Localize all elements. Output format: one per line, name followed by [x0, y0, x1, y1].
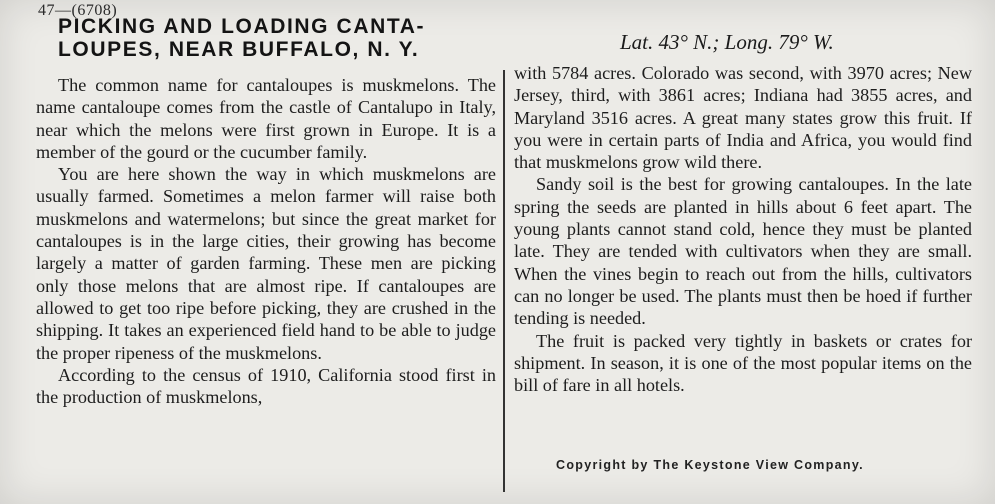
- copyright-notice: Copyright by The Keystone View Company.: [556, 458, 864, 472]
- card-title-line-2: LOUPES, NEAR BUFFALO, N. Y.: [58, 38, 420, 61]
- latitude-longitude: Lat. 43° N.; Long. 79° W.: [620, 30, 834, 54]
- left-text-column: [36, 74, 496, 408]
- right-text-column: [514, 62, 972, 396]
- paragraph: You are here shown the way in which muskmelons are usually farmed. Sometimes a melon farmer will raise both muskmelons and watermelons; but since the great market for cantaloupes is in the large cities, their growing has become largely a matter of garden farming. These men are picking only those melons that are almost ripe. If cantaloupes are allowed to get too ripe before picking, they are crushed in the shipping. It takes an experienced field hand to be able to judge the proper ripeness of the muskmelons.: [36, 164, 496, 363]
- paragraph: The common name for cantaloupes is muskmelons. The name cantaloupe comes from the castle of Cantalupo in Italy, near which the melons were first grown in Europe. It is a member of the gourd or the cucumber family.: [36, 75, 496, 162]
- catalog-number: 47—(6708): [38, 2, 118, 19]
- paragraph: The fruit is packed very tightly in baskets or crates for shipment. In season, it is one of the most popular items on the bill of fare in all hotels.: [514, 330, 972, 396]
- column-divider: [503, 70, 505, 492]
- paragraph: with 5784 acres. Colorado was second, with 3970 acres; New Jersey, third, with 3861 acres; Indiana had 3855 acres, and Maryland 3516 acres. A great many states grow this fruit. If you were in certain parts of India and Africa, you would find that muskmelons grow wild there.: [514, 63, 972, 173]
- paragraph: According to the census of 1910, California stood first in the production of muskmelons,: [36, 364, 496, 408]
- paragraph: Sandy soil is the best for growing cantaloupes. In the late spring the seeds are planted in hills about 6 feet apart. The young plants cannot stand cold, hence they must be planted late. They are tended with cultivators when they are small. When the vines begin to reach out from the hills, cultivators can no longer be used. The plants must then be hoed if further tending is needed.: [514, 174, 972, 329]
- card-title-line-1: PICKING AND LOADING CANTA-: [58, 15, 426, 38]
